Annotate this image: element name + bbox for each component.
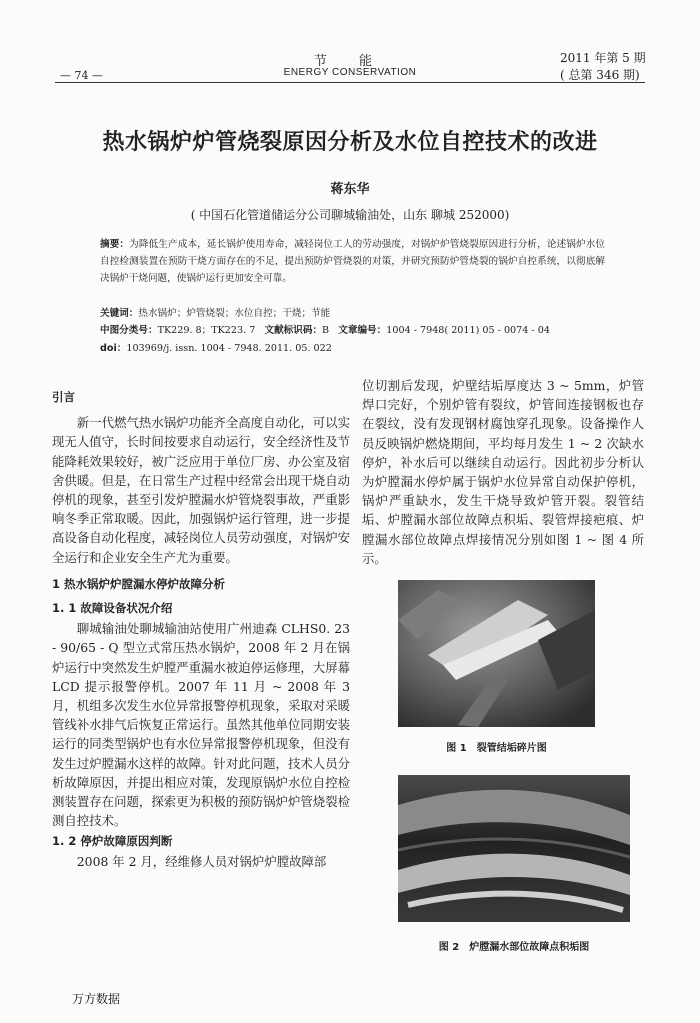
intro-paragraph: 新一代燃气热水锅炉功能齐全高度自动化，可以实现无人值守，长时间按要求自动运行，安全经济性及节能降耗效果较好，被广泛应用于单位厂房、办公室及宿舍供暖。但是，在日常生产过程中经常会出现干烧自动停机的现象，甚至引发炉膛漏水炉管烧裂事故，严重影响冬季正常取暖。因此，加强锅炉运行管理，进一步提高设备自动化程度，减轻岗位人员劳动强度，对锅炉安全运行和企业安全生产尤为重要。	[52, 415, 350, 565]
doi-label: doi：	[100, 343, 127, 354]
doi-line	[100, 341, 620, 357]
issue-number: 2011 年第 5 期	[560, 51, 646, 65]
right-column-paragraph: 位切割后发现，炉壁结垢厚度达 3 ~ 5mm，炉管焊口完好，个别炉管有裂纹，炉管间连接钢板也存在裂纹，没有发现钢材腐蚀穿孔现象。设备操作人员反映锅炉燃烧期间，平均每月发生 1 ~ 2 次缺水停炉，补水后可以继续自动运行。因此初步分析认为炉膛漏水停炉属于锅炉水位异常自动保护停机，锅炉严重缺水，发生干烧导致炉管开裂。裂管结垢、炉膛漏水部位故障点积垢、裂管焊接疤痕、炉膛漏水部位故障点焊接情况分别如图 1 ~ 图 4 所示。	[362, 378, 644, 566]
doccode-value: B	[322, 325, 330, 336]
figure-2-caption: 图 2 炉膛漏水部位故障点积垢图	[438, 942, 590, 953]
keywords-label: 关键词：	[100, 308, 139, 319]
doi-value: 103969/j. issn. 1004 - 7948. 2011. 05. 022	[126, 343, 332, 354]
abstract-label: 摘要：	[100, 239, 130, 250]
clc-label: 中图分类号：	[100, 325, 158, 336]
page-number: — 74 —	[60, 69, 103, 82]
article-title: 热水锅炉炉管烧裂原因分析及水位自控技术的改进	[102, 130, 598, 155]
journal-name-en: ENERGY CONSERVATION	[283, 67, 417, 78]
author-affiliation: ( 中国石化管道储运分公司聊城输油处，山东 聊城 252000)	[190, 208, 510, 222]
database-watermark: 万方数据	[72, 992, 121, 1006]
articleno-value: 1004 - 7948( 2011) 05 - 0074 - 04	[386, 325, 550, 336]
articleno-label: 文章编号：	[338, 325, 387, 336]
left-column	[52, 388, 350, 871]
section-1-1-paragraph: 聊城输油处聊城输油站使用广州迪森 CLHS0. 23 - 90/65 - Q 型立式常压热水锅炉，2008 年 2 月在锅炉运行中突然发生炉膛严重漏水被迫停运修理，大屏幕 LCD 提示报警停机。2007 年 11 月 ~ 2008 年 3 月，机组多次发生水位异常报警停机现象，采取对采暖管线补水排气后恢复正常运行。虽然其他单位同期安装运行的同类型锅炉也有水位异常报警停机现象，但没有发生过炉膛漏水这样的故障。针对此问题，技术人员分析故障原因，并提出相应对策，发现原锅炉水位自控检测装置存在问题，探索更为积极的预防锅炉炉管烧裂检测自控技术。	[52, 621, 350, 829]
abstract-text: 为降低生产成本，延长锅炉使用寿命，减轻岗位工人的劳动强度，对锅炉炉管烧裂原因进行分析，论述锅炉水位自控检测装置在预防干烧方面存在的不足，提出预防炉管烧裂的对策，并研究预防炉管烧裂的锅炉自控系统，以彻底解决锅炉干烧问题，使锅炉运行更加安全可靠。	[100, 239, 606, 284]
right-column	[362, 376, 644, 568]
clc-value: TK229. 8；TK223. 7	[157, 325, 256, 336]
section-1-2-heading: 1. 2 停炉故障原因判断	[52, 834, 173, 849]
figure-1-photo	[398, 580, 595, 727]
journal-name-cn: 节 能	[313, 54, 387, 69]
classification-line	[100, 323, 620, 339]
intro-heading: 引言	[52, 390, 75, 404]
issue-total: ( 总第 346 期)	[560, 68, 640, 82]
issue-info	[560, 50, 646, 84]
article-author: 蒋东华	[330, 182, 370, 197]
figure-2-photo	[398, 775, 630, 922]
figure-1-caption: 图 1 裂管结垢碎片图	[446, 743, 547, 754]
figure-2-image	[398, 775, 630, 922]
doccode-label: 文献标识码：	[264, 325, 323, 336]
keywords-text: 热水锅炉；炉管烧裂；水位自控；干烧；节能	[138, 308, 331, 319]
figure-1-image	[398, 580, 595, 727]
section-1-1-heading: 1. 1 故障设备状况介绍	[52, 601, 173, 616]
keywords	[100, 306, 620, 322]
section-1-2-paragraph: 2008 年 2 月，经维修人员对锅炉炉膛故障部	[76, 853, 327, 869]
section-1-heading: 1 热水锅炉炉膛漏水停炉故障分析	[52, 576, 226, 591]
abstract	[100, 236, 605, 287]
header-rule	[55, 82, 645, 83]
